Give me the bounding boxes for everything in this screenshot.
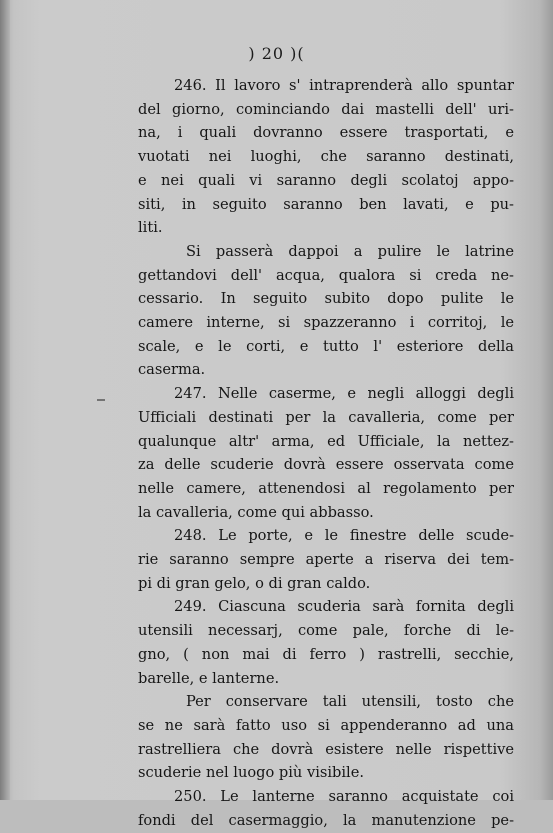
text-line: nelle camere, attenendosi al regolamento per <box>138 479 514 497</box>
text-line: gno, ( non mai di ferro ) rastrelli, secchie, <box>138 645 514 663</box>
text-line: gettandovi dell' acqua, qualora si creda ne- <box>138 266 514 284</box>
text-line: scale, e le corti, e tutto l' esteriore della <box>138 337 514 355</box>
text-line: rastrelliera che dovrà esistere nelle rispettive <box>138 740 514 758</box>
text-line: na, i quali dovranno essere trasportati, e <box>138 124 514 142</box>
header-right-ornament: )( <box>290 44 305 63</box>
text-line: fondi del casermaggio, la manutenzione pe- <box>138 811 514 829</box>
text-line: siti, in seguito saranno ben lavati, e pu- <box>138 195 514 213</box>
page-spine-shadow <box>0 0 10 800</box>
text-line: rie saranno sempre aperte a riserva dei tem- <box>138 551 514 569</box>
text-line: la cavalleria, come qui abbasso. <box>138 503 374 521</box>
text-line: 247. Nelle caserme, e negli alloggi degli <box>174 385 514 403</box>
text-line: qualunque altr' arma, ed Ufficiale, la nettez- <box>138 432 514 450</box>
text-line: 250. Le lanterne saranno acquistate coi <box>174 788 514 806</box>
page-number: 20 <box>261 44 285 63</box>
text-line: barelle, e lanterne. <box>138 669 280 687</box>
text-line: 246. Il lavoro s' intraprenderà allo spuntar <box>174 77 514 94</box>
page-header <box>0 44 553 63</box>
text-line: scuderie nel luogo più visibile. <box>138 764 364 782</box>
header-left-ornament: ) <box>248 44 256 63</box>
text-line: se ne sarà fatto uso si appenderanno ad una <box>138 716 514 734</box>
text-line: 249. Ciascuna scuderia sarà fornita degli <box>174 598 514 616</box>
text-line: e nei quali vi saranno degli scolatoj appo- <box>138 171 514 189</box>
text-line: za delle scuderie dovrà essere osservata come <box>138 456 514 474</box>
body-text <box>138 74 514 833</box>
text-line: Per conservare tali utensili, tosto che <box>186 693 514 711</box>
text-line: Si passerà dappoi a pulire le latrine <box>186 242 514 260</box>
text-line: vuotati nei luoghi, che saranno destinati, <box>138 148 514 166</box>
text-line: caserma. <box>138 361 206 379</box>
text-line: 248. Le porte, e le finestre delle scude- <box>174 527 514 545</box>
text-line: cessario. In seguito subito dopo pulite le <box>138 290 514 308</box>
text-line: pi di gran gelo, o di gran caldo. <box>138 574 371 592</box>
text-line: del giorno, cominciando dai mastelli dell' uri- <box>138 100 514 118</box>
text-line: Ufficiali destinati per la cavalleria, come per <box>138 408 514 426</box>
ink-mark <box>97 399 105 401</box>
text-line: utensili necessarj, come pale, forche di le- <box>138 622 514 640</box>
text-line: camere interne, si spazzeranno i corritoj, le <box>138 314 514 332</box>
text-line: liti. <box>138 219 163 237</box>
